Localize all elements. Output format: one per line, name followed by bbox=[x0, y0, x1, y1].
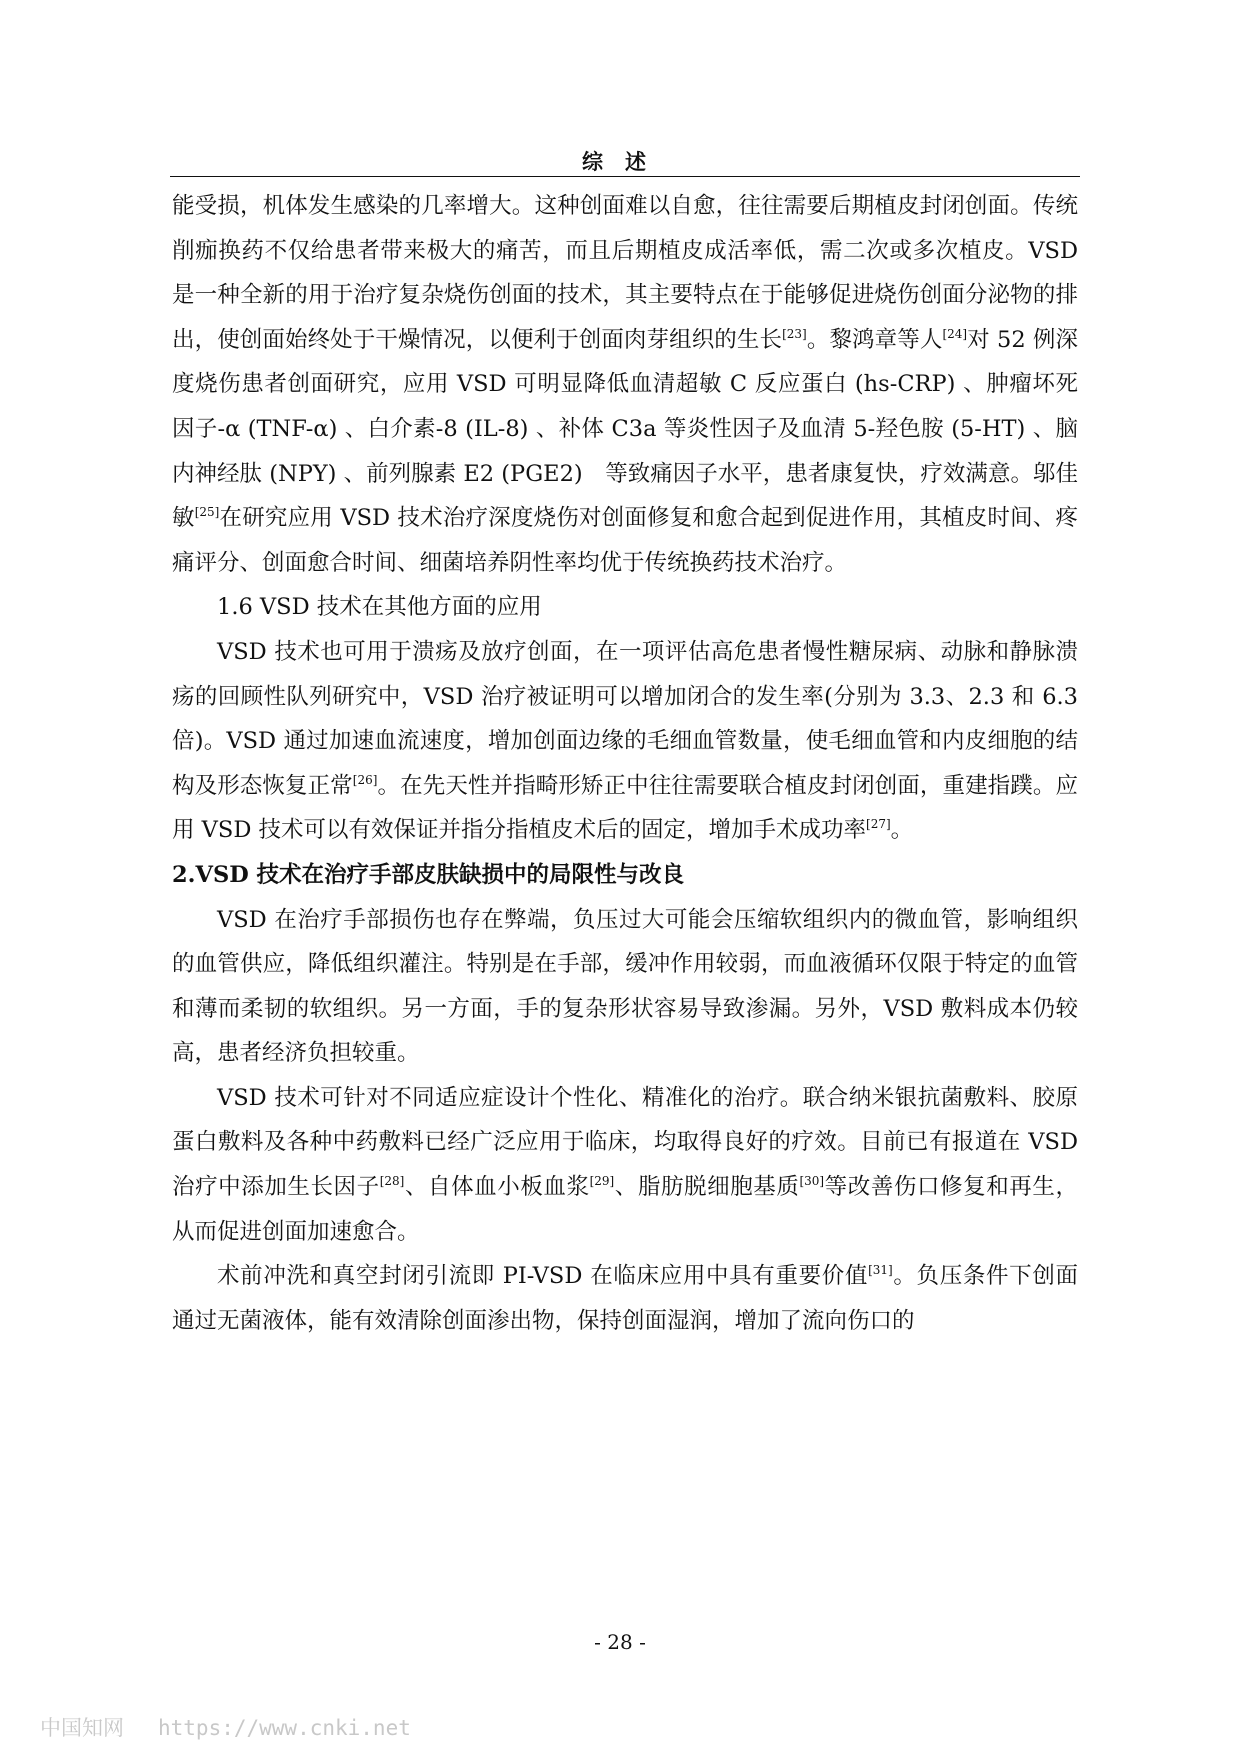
body-paragraph: 术前冲洗和真空封闭引流即 PI-VSD 在临床应用中具有重要价值[31]。负压条件下创面通过无菌液体，能有效清除创面渗出物，保持创面湿润，增加了流向伤口的 bbox=[172, 1263, 1078, 1334]
citation-marker: [31] bbox=[868, 1263, 893, 1278]
citation-marker: [24] bbox=[942, 326, 968, 341]
article-body bbox=[172, 184, 1078, 1343]
watermark-brand: 中国知网 bbox=[40, 1716, 124, 1740]
header-rule bbox=[170, 176, 1080, 177]
citation-marker: [29] bbox=[589, 1174, 615, 1189]
subsection-heading: 1.6 VSD 技术在其他方面的应用 bbox=[217, 594, 542, 621]
watermark-url: https://www.cnki.net bbox=[158, 1716, 411, 1740]
body-paragraph: VSD 技术可针对不同适应症设计个性化、精准化的治疗。联合纳米银抗菌敷料、胶原蛋白敷料及各种中药敷料已经广泛应用于临床，均取得良好的疗效。目前已有报道在 VSD 治疗中添加生长因子[28]、自体血小板血浆[29]、脂肪脱细胞基质[30]等改善伤口修复和再生，从而促进创面加速愈合。 bbox=[172, 1084, 1078, 1245]
body-paragraph: VSD 技术也可用于溃疡及放疗创面，在一项评估高危患者慢性糖尿病、动脉和静脉溃疡的回顾性队列研究中，VSD 治疗被证明可以增加闭合的发生率(分别为 3.3、2.3 和 6.3 倍)。VSD 通过加速血流速度，增加创面边缘的毛细血管数量，使毛细血管和内皮细胞的结构及形态恢复正常[26]。在先天性并指畸形矫正中往往需要联合植皮封闭创面，重建指蹼。应用 VSD 技术可以有效保证并指分指植皮术后的固定，增加手术成功率[27]。 bbox=[172, 638, 1078, 844]
citation-marker: [25] bbox=[194, 505, 220, 520]
citation-marker: [27] bbox=[866, 817, 891, 832]
running-header: 综述 bbox=[582, 149, 668, 174]
citation-marker: [23] bbox=[782, 326, 807, 341]
citation-marker: [26] bbox=[352, 772, 378, 787]
cnki-watermark bbox=[40, 1712, 411, 1742]
citation-marker: [30] bbox=[799, 1174, 825, 1189]
body-paragraph: 能受损，机体发生感染的几率增大。这种创面难以自愈，往往需要后期植皮封闭创面。传统削痂换药不仅给患者带来极大的痛苦，而且后期植皮成活率低，需二次或多次植皮。VSD 是一种全新的用于治疗复杂烧伤创面的技术，其主要特点在于能够促进烧伤创面分泌物的排出，使创面始终处于干燥情况，以便利于创面肉芽组织的生长[23]。黎鸿章等人[24]对 52 例深度烧伤患者创面研究，应用 VSD 可明显降低血清超敏 C 反应蛋白 (hs-CRP) 、肿瘤坏死因子-α (TNF-α) 、白介素-8 (IL-8) 、补体 C3a 等炎性因子及血清 5-羟色胺 (5-HT) 、脑内神经肽 (NPY) 、前列腺素 E2 (PGE2) 等致痛因子水平，患者康复快，疗效满意。邬佳敏[25]在研究应用 VSD 技术治疗深度烧伤对创面修复和愈合起到促进作用，其植皮时间、疼痛评分、创面愈合时间、细菌培养阴性率均优于传统换药技术治疗。 bbox=[172, 193, 1078, 576]
section-heading: 2.VSD 技术在治疗手部皮肤缺损中的局限性与改良 bbox=[172, 861, 685, 888]
body-paragraph: VSD 在治疗手部损伤也存在弊端，负压过大可能会压缩软组织内的微血管，影响组织的血管供应，降低组织灌注。特别是在手部，缓冲作用较弱，而血液循环仅限于特定的血管和薄而柔韧的软组织。另一方面，手的复杂形状容易导致渗漏。另外，VSD 敷料成本仍较高，患者经济负担较重。 bbox=[172, 906, 1078, 1067]
citation-marker: [28] bbox=[379, 1174, 405, 1189]
page-number: - 28 - bbox=[594, 1630, 646, 1654]
